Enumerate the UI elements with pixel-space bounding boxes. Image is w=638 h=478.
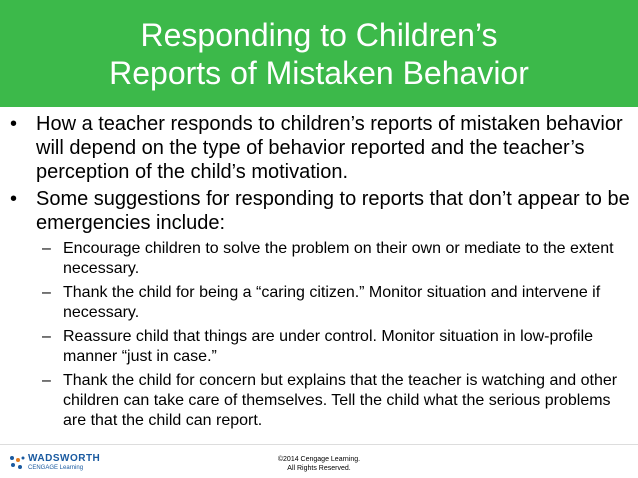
sub-bullet-text: Reassure child that things are under control. Monitor situation in low-profile manner “just in case.” bbox=[63, 328, 594, 365]
sub-bullet-text: Encourage children to solve the problem on their own or mediate to the extent necessary. bbox=[63, 240, 614, 277]
bullet-text: How a teacher responds to children’s reports of mistaken behavior will depend on the type of behavior reported and the teacher’s perception of the child’s motivation. bbox=[36, 113, 623, 183]
slide-footer bbox=[0, 444, 638, 478]
sub-bullet-item bbox=[38, 283, 630, 323]
bullet-item bbox=[10, 187, 630, 235]
logo-subname: CENGAGE Learning bbox=[28, 465, 84, 471]
slide-title-line-1: Responding to Children’s bbox=[140, 17, 498, 53]
bullet-text: Some suggestions for responding to reports that don’t appear to be emergencies include: bbox=[36, 188, 630, 234]
dash-mark: – bbox=[42, 328, 51, 345]
logo-name: WADSWORTH bbox=[28, 453, 101, 464]
dash-mark: – bbox=[42, 284, 51, 301]
sub-bullet-item bbox=[38, 327, 630, 367]
sub-bullet-item bbox=[38, 371, 630, 431]
sub-bullet-text: Thank the child for concern but explains that the teacher is watching and other children can take care of themselves. Tell the child what the serious problems are that the child can report. bbox=[63, 372, 618, 429]
bullet-mark: • bbox=[10, 113, 18, 135]
slide-content bbox=[10, 112, 630, 435]
dash-mark: – bbox=[42, 372, 51, 389]
footer-divider bbox=[0, 444, 638, 445]
sub-bullet-text: Thank the child for being a “caring citizen.” Monitor situation and intervene if necessary. bbox=[63, 284, 601, 321]
slide-title-line-2: Reports of Mistaken Behavior bbox=[109, 55, 529, 91]
copyright-line-1: ©2014 Cengage Learning. bbox=[277, 456, 361, 463]
bullet-item bbox=[10, 112, 630, 184]
title-band bbox=[0, 0, 638, 107]
sub-bullet-list bbox=[38, 239, 630, 431]
dash-mark: – bbox=[42, 240, 51, 257]
copyright-line-2: All Rights Reserved. bbox=[287, 465, 351, 472]
bullet-mark: • bbox=[10, 188, 18, 210]
copyright-notice bbox=[0, 455, 638, 473]
sub-bullet-item bbox=[38, 239, 630, 279]
